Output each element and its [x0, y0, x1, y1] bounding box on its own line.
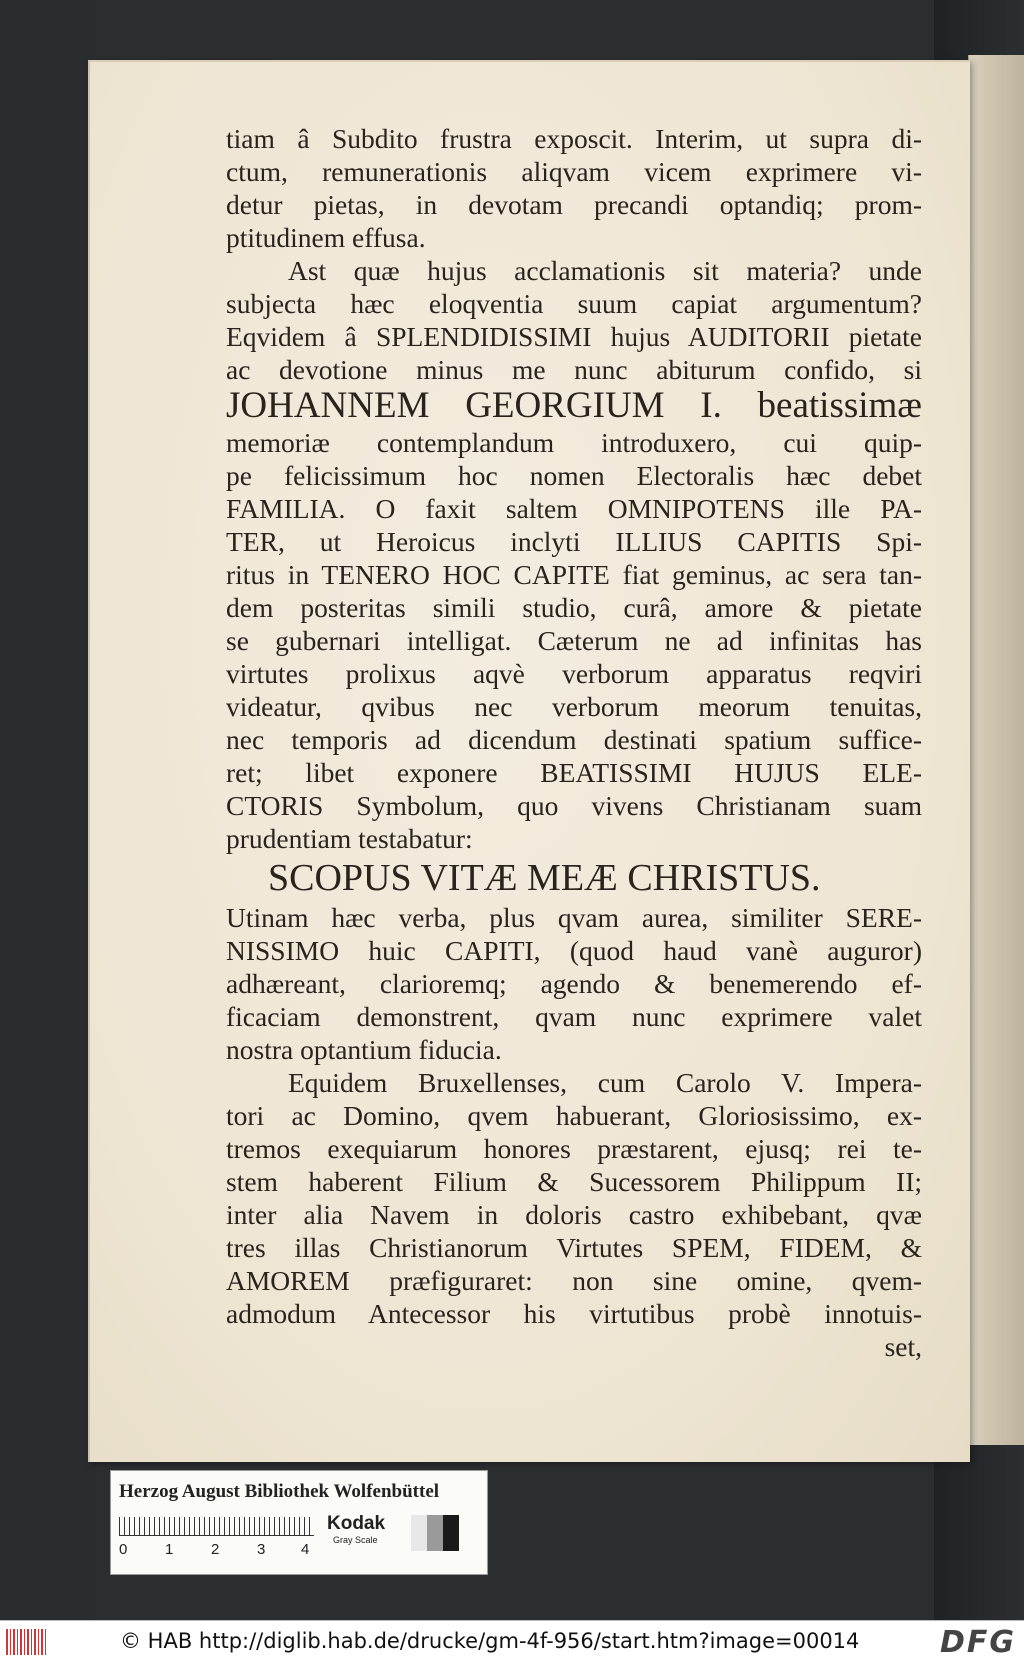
text-line: NISSIMO huic CAPITI, (quod haud vanè auguror) — [226, 935, 922, 966]
text-line: ritus in TENERO HOC CAPITE fiat geminus, ac sera tan- — [226, 559, 922, 590]
scale-label: 0 — [119, 1541, 128, 1558]
text-line: Ast quæ hujus acclamationis sit materia? unde — [288, 255, 922, 286]
gray-scale-chip — [411, 1515, 459, 1551]
footer-bar — [0, 1620, 1024, 1662]
scale-ruler — [119, 1517, 314, 1536]
kodak-brand: Kodak — [327, 1513, 386, 1534]
text-line: tres illas Christianorum Virtutes SPEM, FIDEM, & — [226, 1232, 922, 1263]
text-line: ac devotione minus me nunc abiturum confido, si — [226, 354, 922, 385]
text-line-name: JOHANNEM GEORGIUM I. beatissimæ — [226, 385, 922, 426]
color-calibration-card — [110, 1470, 488, 1575]
text-line: virtutes prolixus aqvè verborum apparatus reqviri — [226, 658, 922, 689]
text-line: Eqvidem â SPLENDIDISSIMI hujus AUDITORII pietate — [226, 321, 922, 352]
text-line: detur pietas, in devotam precandi optandiq; prom- — [226, 189, 922, 220]
text-line: TER, ut Heroicus inclyti ILLIUS CAPITIS Spi- — [226, 526, 922, 557]
text-line: subjecta hæc eloqventia suum capiat argumentum? — [226, 288, 922, 319]
text-line: videatur, qvibus nec verborum meorum tenuitas, — [226, 691, 922, 722]
text-line: Utinam hæc verba, plus qvam aurea, similiter SERE- — [226, 902, 922, 933]
scale-label: 1 — [165, 1541, 174, 1558]
dfg-logo: DFG — [939, 1625, 1016, 1660]
text-line: ret; libet exponere BEATISSIMI HUJUS ELE- — [226, 757, 922, 788]
text-line: inter alia Navem in doloris castro exhibebant, qvæ — [226, 1199, 922, 1230]
text-line: ctum, remunerationis aliqvam vicem exprimere vi- — [226, 156, 922, 187]
text-line: CTORIS Symbolum, quo vivens Christianam suam — [226, 790, 922, 821]
text-line: tiam â Subdito frustra exposcit. Interim, ut supra di- — [226, 123, 922, 154]
text-line: nostra optantium fiducia. — [226, 1034, 502, 1065]
text-line: dem posteritas simili studio, curâ, amore & pietate — [226, 592, 922, 623]
catchword: set, — [884, 1331, 922, 1362]
text-line: admodum Antecessor his virtutibus probè innotuis- — [226, 1298, 922, 1329]
scan-background-left — [0, 0, 95, 1620]
text-line: nec temporis ad dicendum destinati spatium suffice- — [226, 724, 922, 755]
text-line: se gubernari intelligat. Cæterum ne ad infinitas has — [226, 625, 922, 656]
text-line: ficaciam demonstrent, qvam nunc exprimere valet — [226, 1001, 922, 1032]
adjacent-page-edge — [968, 55, 1024, 1445]
text-line: Equidem Bruxellenses, cum Carolo V. Impera- — [288, 1067, 922, 1098]
text-line: AMOREM præfiguraret: non sine omine, qvem- — [226, 1265, 922, 1296]
barcode-icon — [6, 1629, 46, 1655]
text-line: ptitudinem effusa. — [226, 222, 426, 253]
text-line: memoriæ contemplandum introduxero, cui quip- — [226, 427, 922, 458]
text-line: tori ac Domino, qvem habuerant, Gloriosissimo, ex- — [226, 1100, 922, 1131]
text-line: prudentiam testabatur: — [226, 823, 473, 854]
motto: SCOPUS VITÆ MEÆ CHRISTUS. — [268, 857, 821, 899]
text-line: FAMILIA. O faxit saltem OMNIPOTENS ille PA- — [226, 493, 922, 524]
scale-label: 3 — [257, 1541, 266, 1558]
kodak-label — [327, 1513, 385, 1545]
text-line: adhæreant, clarioremq; agendo & benemerendo ef- — [226, 968, 922, 999]
text-line: tremos exequiarum honores præstarent, ejusq; rei te- — [226, 1133, 922, 1164]
page-text — [226, 122, 922, 1363]
text-line: stem haberent Filium & Sucessorem Philippum II; — [226, 1166, 922, 1197]
scale-label: 4 — [301, 1541, 310, 1558]
text-line: pe felicissimum hoc nomen Electoralis hæc debet — [226, 460, 922, 491]
kodak-subtitle: Gray Scale — [333, 1535, 378, 1545]
scale-label: 2 — [211, 1541, 220, 1558]
copyright-url[interactable]: © HAB http://diglib.hab.de/drucke/gm-4f-956/start.htm?image=00014 — [120, 1629, 860, 1653]
library-name: Herzog August Bibliothek Wolfenbüttel — [119, 1481, 440, 1502]
